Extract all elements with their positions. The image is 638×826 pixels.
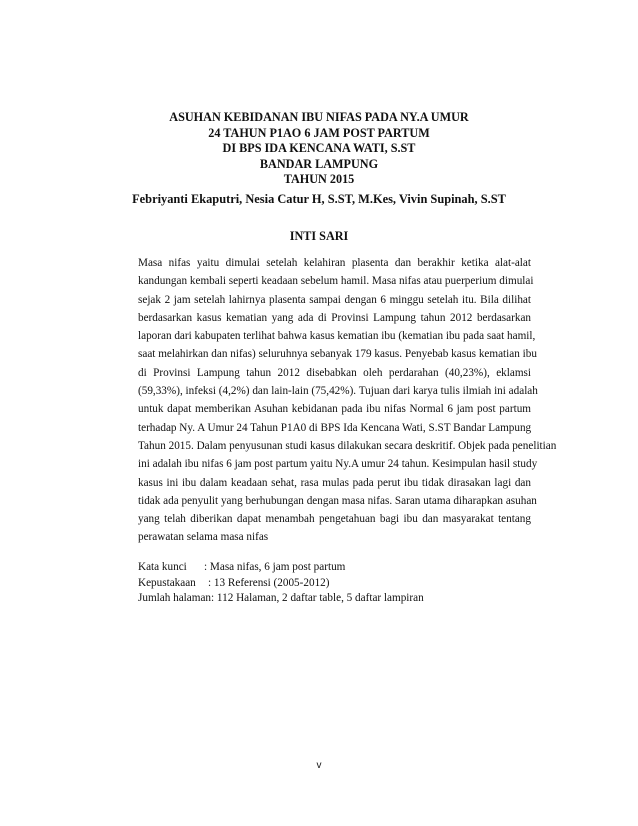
references-value: : 13 Referensi (2005-2012) bbox=[208, 576, 330, 589]
abstract-line: ini adalah ibu nifas 6 jam post partum yaitu Ny.A umur 24 tahun. Kesimpulan hasil study bbox=[138, 458, 538, 471]
abstract-body bbox=[138, 254, 557, 547]
abstract-line: Tahun 2015. Dalam penyusunan studi kasus dilakukan secara deskritif. Objek pada penelitian bbox=[138, 439, 557, 452]
abstract-line: sejak 2 jam setelah lahirnya plasenta sampai dengan 6 minggu setelah itu. Bila dilihat bbox=[138, 293, 531, 306]
references-label: Kepustakaan bbox=[138, 576, 196, 589]
title-line: ASUHAN KEBIDANAN IBU NIFAS PADA NY.A UMUR bbox=[169, 110, 469, 124]
title-line: BANDAR LAMPUNG bbox=[259, 156, 379, 171]
abstract-line: Masa nifas yaitu dimulai setelah kelahiran plasenta dan berakhir ketika alat-alat bbox=[138, 257, 531, 269]
abstract-line: terhadap Ny. A Umur 24 Tahun P1A0 di BPS Ida Kencana Wati, S.ST Bandar Lampung bbox=[138, 421, 532, 434]
references-row bbox=[138, 576, 538, 592]
abstract-line: berdasarkan kasus kematian yang ada di Provinsi Lampung tahun 2012 berdasarkan bbox=[138, 311, 531, 324]
abstract-line: saat melahirkan dan nifas) seluruhnya sebanyak 179 kasus. Penyebab kasus kematian ibu bbox=[138, 348, 537, 361]
section-heading: INTI SARI bbox=[289, 229, 349, 243]
abstract-line: di Provinsi Lampung tahun 2012 disebabkan oleh perdarahan (40,23%), eklamsi bbox=[138, 366, 531, 379]
title-line: TAHUN 2015 bbox=[283, 172, 355, 187]
abstract-line: tidak ada penyulit yang berhubungan dengan masa nifas. Saran utama diharapkan asuhan bbox=[138, 494, 537, 507]
keywords-label: Kata kunci bbox=[138, 561, 187, 573]
abstract-line: laporan dari kabupaten terlihat bahwa kasus kematian ibu (kematian ibu pada saat hamil, bbox=[138, 330, 536, 343]
abstract-line: kandungan kembali seperti keadaan sebelum hamil. Masa nifas atau puerperium dimulai bbox=[138, 275, 534, 288]
abstract-line: untuk dapat memberikan Asuhan kebidanan pada ibu nifas Normal 6 jam post partum bbox=[138, 403, 531, 416]
page-count-label: Jumlah halaman bbox=[138, 592, 212, 605]
author-list: Febriyanti Ekaputri, Nesia Catur H, S.ST, M.Kes, Vivin Supinah, S.ST bbox=[132, 192, 506, 206]
title-line: DI BPS IDA KENCANA WATI, S.ST bbox=[222, 141, 416, 156]
abstract-metadata bbox=[138, 560, 538, 607]
abstract-line: kasus ini ibu dalam keadaan sehat, rasa mulas pada perut ibu tidak dirasakan lagi dan bbox=[138, 476, 531, 489]
page-number: v bbox=[316, 760, 322, 771]
keywords-value: : Masa nifas, 6 jam post partum bbox=[204, 561, 346, 573]
keywords-row bbox=[138, 560, 538, 576]
abstract-line: (59,33%), infeksi (4,2%) dan lain-lain (75,42%). Tujuan dari karya tulis ilmiah ini adalah bbox=[138, 385, 538, 398]
title-line: 24 TAHUN P1AO 6 JAM POST PARTUM bbox=[208, 125, 430, 140]
document-title bbox=[0, 110, 638, 188]
page-count-row bbox=[138, 591, 538, 607]
page-count-value: : 112 Halaman, 2 daftar table, 5 daftar lampiran bbox=[211, 592, 424, 605]
abstract-line: perawatan selama masa nifas bbox=[138, 531, 269, 544]
abstract-line: yang telah diberikan dapat menambah pengetahuan bagi ibu dan masyarakat tentang bbox=[138, 513, 531, 526]
